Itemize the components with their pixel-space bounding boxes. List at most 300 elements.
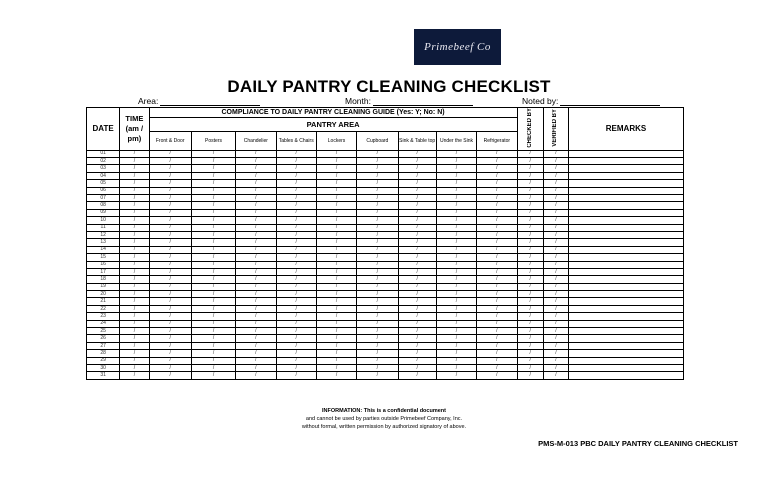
entry-cell[interactable]: / xyxy=(276,320,316,327)
entry-cell[interactable]: / xyxy=(276,268,316,275)
entry-cell[interactable]: / xyxy=(236,224,276,231)
entry-cell[interactable]: / xyxy=(316,268,356,275)
entry-cell[interactable]: / xyxy=(477,254,517,261)
entry-cell[interactable]: / xyxy=(276,365,316,372)
entry-cell[interactable]: / xyxy=(398,372,436,379)
entry-cell[interactable]: / xyxy=(357,291,398,298)
entry-cell[interactable]: / xyxy=(357,254,398,261)
date-cell[interactable]: 31 xyxy=(87,372,120,379)
entry-cell[interactable]: / xyxy=(276,224,316,231)
entry-cell[interactable]: / xyxy=(357,357,398,364)
entry-cell[interactable]: / xyxy=(149,254,191,261)
entry-cell[interactable]: / xyxy=(191,335,235,342)
entry-cell[interactable]: / xyxy=(236,172,276,179)
entry-cell[interactable]: / xyxy=(149,202,191,209)
entry-cell[interactable]: / xyxy=(357,165,398,172)
entry-cell[interactable]: / xyxy=(149,357,191,364)
entry-cell[interactable]: / xyxy=(517,283,543,290)
entry-cell[interactable]: / xyxy=(398,313,436,320)
entry-cell[interactable]: / xyxy=(316,291,356,298)
date-cell[interactable]: 15 xyxy=(87,254,120,261)
entry-cell[interactable]: / xyxy=(398,224,436,231)
entry-cell[interactable]: / xyxy=(236,217,276,224)
entry-cell[interactable]: / xyxy=(543,276,568,283)
entry-cell[interactable]: / xyxy=(316,239,356,246)
entry-cell[interactable]: / xyxy=(120,372,149,379)
entry-cell[interactable]: / xyxy=(477,342,517,349)
entry-cell[interactable]: / xyxy=(477,231,517,238)
entry-cell[interactable]: / xyxy=(276,195,316,202)
date-cell[interactable]: 14 xyxy=(87,246,120,253)
entry-cell[interactable]: / xyxy=(120,180,149,187)
entry-cell[interactable]: / xyxy=(236,298,276,305)
entry-cell[interactable]: / xyxy=(477,305,517,312)
entry-cell[interactable]: / xyxy=(477,239,517,246)
entry-cell[interactable]: / xyxy=(477,172,517,179)
entry-cell[interactable]: / xyxy=(357,372,398,379)
entry-cell[interactable]: / xyxy=(236,165,276,172)
entry-cell[interactable]: / xyxy=(517,276,543,283)
date-cell[interactable]: 16 xyxy=(87,261,120,268)
entry-cell[interactable]: / xyxy=(398,254,436,261)
entry-cell[interactable]: / xyxy=(517,165,543,172)
entry-cell[interactable]: / xyxy=(517,246,543,253)
entry-cell[interactable]: / xyxy=(436,268,476,275)
remarks-cell[interactable] xyxy=(569,209,684,216)
entry-cell[interactable]: / xyxy=(316,313,356,320)
entry-cell[interactable]: / xyxy=(517,150,543,157)
entry-cell[interactable]: / xyxy=(191,202,235,209)
entry-cell[interactable]: / xyxy=(543,291,568,298)
entry-cell[interactable]: / xyxy=(436,150,476,157)
entry-cell[interactable]: / xyxy=(191,187,235,194)
entry-cell[interactable]: / xyxy=(477,291,517,298)
entry-cell[interactable]: / xyxy=(276,305,316,312)
entry-cell[interactable]: / xyxy=(517,195,543,202)
entry-cell[interactable]: / xyxy=(477,158,517,165)
entry-cell[interactable]: / xyxy=(517,313,543,320)
remarks-cell[interactable] xyxy=(569,291,684,298)
entry-cell[interactable]: / xyxy=(477,298,517,305)
entry-cell[interactable]: / xyxy=(477,372,517,379)
entry-cell[interactable]: / xyxy=(236,261,276,268)
entry-cell[interactable]: / xyxy=(398,202,436,209)
entry-cell[interactable]: / xyxy=(120,283,149,290)
entry-cell[interactable]: / xyxy=(276,187,316,194)
entry-cell[interactable]: / xyxy=(316,187,356,194)
entry-cell[interactable]: / xyxy=(357,276,398,283)
remarks-cell[interactable] xyxy=(569,224,684,231)
remarks-cell[interactable] xyxy=(569,328,684,335)
entry-cell[interactable]: / xyxy=(543,150,568,157)
date-cell[interactable]: 07 xyxy=(87,195,120,202)
entry-cell[interactable]: / xyxy=(149,283,191,290)
entry-cell[interactable]: / xyxy=(120,195,149,202)
date-cell[interactable]: 19 xyxy=(87,283,120,290)
entry-cell[interactable]: / xyxy=(477,335,517,342)
entry-cell[interactable]: / xyxy=(276,342,316,349)
entry-cell[interactable]: / xyxy=(436,291,476,298)
entry-cell[interactable]: / xyxy=(357,342,398,349)
entry-cell[interactable]: / xyxy=(191,291,235,298)
entry-cell[interactable]: / xyxy=(149,298,191,305)
entry-cell[interactable]: / xyxy=(543,246,568,253)
entry-cell[interactable]: / xyxy=(316,335,356,342)
entry-cell[interactable]: / xyxy=(398,365,436,372)
entry-cell[interactable]: / xyxy=(517,291,543,298)
entry-cell[interactable]: / xyxy=(543,313,568,320)
entry-cell[interactable]: / xyxy=(398,187,436,194)
entry-cell[interactable]: / xyxy=(398,209,436,216)
entry-cell[interactable]: / xyxy=(543,350,568,357)
entry-cell[interactable]: / xyxy=(191,195,235,202)
entry-cell[interactable]: / xyxy=(477,350,517,357)
date-cell[interactable]: 10 xyxy=(87,217,120,224)
entry-cell[interactable]: / xyxy=(517,209,543,216)
entry-cell[interactable]: / xyxy=(191,305,235,312)
remarks-cell[interactable] xyxy=(569,313,684,320)
entry-cell[interactable]: / xyxy=(191,268,235,275)
entry-cell[interactable]: / xyxy=(276,231,316,238)
entry-cell[interactable]: / xyxy=(316,231,356,238)
remarks-cell[interactable] xyxy=(569,342,684,349)
date-cell[interactable]: 01 xyxy=(87,150,120,157)
entry-cell[interactable]: / xyxy=(543,209,568,216)
date-cell[interactable]: 06 xyxy=(87,187,120,194)
date-cell[interactable]: 25 xyxy=(87,328,120,335)
entry-cell[interactable]: / xyxy=(276,291,316,298)
entry-cell[interactable]: / xyxy=(517,261,543,268)
entry-cell[interactable]: / xyxy=(276,202,316,209)
entry-cell[interactable]: / xyxy=(436,195,476,202)
date-cell[interactable]: 27 xyxy=(87,342,120,349)
entry-cell[interactable]: / xyxy=(357,283,398,290)
entry-cell[interactable]: / xyxy=(236,202,276,209)
remarks-cell[interactable] xyxy=(569,350,684,357)
entry-cell[interactable]: / xyxy=(357,268,398,275)
entry-cell[interactable]: / xyxy=(120,202,149,209)
entry-cell[interactable]: / xyxy=(517,357,543,364)
date-cell[interactable]: 23 xyxy=(87,313,120,320)
entry-cell[interactable]: / xyxy=(120,320,149,327)
entry-cell[interactable]: / xyxy=(316,305,356,312)
remarks-cell[interactable] xyxy=(569,357,684,364)
remarks-cell[interactable] xyxy=(569,335,684,342)
entry-cell[interactable]: / xyxy=(436,365,476,372)
entry-cell[interactable]: / xyxy=(357,246,398,253)
entry-cell[interactable]: / xyxy=(316,158,356,165)
remarks-cell[interactable] xyxy=(569,246,684,253)
entry-cell[interactable]: / xyxy=(477,209,517,216)
entry-cell[interactable]: / xyxy=(543,239,568,246)
entry-cell[interactable]: / xyxy=(276,254,316,261)
entry-cell[interactable]: / xyxy=(436,209,476,216)
entry-cell[interactable]: / xyxy=(398,335,436,342)
entry-cell[interactable]: / xyxy=(477,365,517,372)
entry-cell[interactable]: / xyxy=(477,313,517,320)
entry-cell[interactable]: / xyxy=(517,342,543,349)
entry-cell[interactable]: / xyxy=(236,335,276,342)
entry-cell[interactable]: / xyxy=(398,195,436,202)
entry-cell[interactable]: / xyxy=(543,195,568,202)
entry-cell[interactable]: / xyxy=(191,320,235,327)
entry-cell[interactable]: / xyxy=(120,268,149,275)
entry-cell[interactable]: / xyxy=(191,172,235,179)
entry-cell[interactable]: / xyxy=(517,172,543,179)
entry-cell[interactable]: / xyxy=(398,276,436,283)
entry-cell[interactable]: / xyxy=(357,350,398,357)
entry-cell[interactable]: / xyxy=(316,298,356,305)
entry-cell[interactable]: / xyxy=(543,298,568,305)
entry-cell[interactable]: / xyxy=(276,180,316,187)
entry-cell[interactable]: / xyxy=(149,217,191,224)
entry-cell[interactable]: / xyxy=(543,305,568,312)
entry-cell[interactable]: / xyxy=(477,224,517,231)
entry-cell[interactable]: / xyxy=(149,239,191,246)
entry-cell[interactable]: / xyxy=(236,180,276,187)
entry-cell[interactable]: / xyxy=(436,357,476,364)
entry-cell[interactable]: / xyxy=(149,350,191,357)
remarks-cell[interactable] xyxy=(569,180,684,187)
entry-cell[interactable]: / xyxy=(543,217,568,224)
entry-cell[interactable]: / xyxy=(543,254,568,261)
entry-cell[interactable]: / xyxy=(436,239,476,246)
remarks-cell[interactable] xyxy=(569,276,684,283)
entry-cell[interactable]: / xyxy=(149,231,191,238)
entry-cell[interactable]: / xyxy=(149,224,191,231)
entry-cell[interactable]: / xyxy=(398,239,436,246)
entry-cell[interactable]: / xyxy=(236,320,276,327)
entry-cell[interactable]: / xyxy=(120,357,149,364)
entry-cell[interactable]: / xyxy=(120,172,149,179)
entry-cell[interactable]: / xyxy=(436,158,476,165)
entry-cell[interactable]: / xyxy=(149,195,191,202)
entry-cell[interactable]: / xyxy=(543,268,568,275)
entry-cell[interactable]: / xyxy=(398,328,436,335)
entry-cell[interactable]: / xyxy=(120,187,149,194)
entry-cell[interactable]: / xyxy=(236,283,276,290)
entry-cell[interactable]: / xyxy=(236,365,276,372)
entry-cell[interactable]: / xyxy=(316,172,356,179)
entry-cell[interactable]: / xyxy=(120,291,149,298)
entry-cell[interactable]: / xyxy=(276,372,316,379)
entry-cell[interactable]: / xyxy=(191,217,235,224)
entry-cell[interactable]: / xyxy=(316,150,356,157)
entry-cell[interactable]: / xyxy=(543,320,568,327)
entry-cell[interactable]: / xyxy=(276,298,316,305)
entry-cell[interactable]: / xyxy=(436,372,476,379)
date-cell[interactable]: 20 xyxy=(87,291,120,298)
entry-cell[interactable]: / xyxy=(436,276,476,283)
entry-cell[interactable]: / xyxy=(276,350,316,357)
entry-cell[interactable]: / xyxy=(191,246,235,253)
entry-cell[interactable]: / xyxy=(149,328,191,335)
date-cell[interactable]: 18 xyxy=(87,276,120,283)
entry-cell[interactable]: / xyxy=(149,342,191,349)
entry-cell[interactable]: / xyxy=(436,328,476,335)
remarks-cell[interactable] xyxy=(569,283,684,290)
entry-cell[interactable]: / xyxy=(517,158,543,165)
entry-cell[interactable]: / xyxy=(120,239,149,246)
remarks-cell[interactable] xyxy=(569,231,684,238)
entry-cell[interactable]: / xyxy=(436,172,476,179)
entry-cell[interactable]: / xyxy=(120,261,149,268)
entry-cell[interactable]: / xyxy=(517,298,543,305)
entry-cell[interactable]: / xyxy=(543,261,568,268)
entry-cell[interactable]: / xyxy=(398,180,436,187)
date-cell[interactable]: 03 xyxy=(87,165,120,172)
entry-cell[interactable]: / xyxy=(398,283,436,290)
entry-cell[interactable]: / xyxy=(316,372,356,379)
entry-cell[interactable]: / xyxy=(543,202,568,209)
entry-cell[interactable]: / xyxy=(357,150,398,157)
date-cell[interactable]: 13 xyxy=(87,239,120,246)
entry-cell[interactable]: / xyxy=(236,195,276,202)
entry-cell[interactable]: / xyxy=(517,372,543,379)
entry-cell[interactable]: / xyxy=(357,320,398,327)
entry-cell[interactable]: / xyxy=(543,172,568,179)
remarks-cell[interactable] xyxy=(569,202,684,209)
entry-cell[interactable]: / xyxy=(543,180,568,187)
remarks-cell[interactable] xyxy=(569,158,684,165)
entry-cell[interactable]: / xyxy=(149,158,191,165)
entry-cell[interactable]: / xyxy=(120,158,149,165)
entry-cell[interactable]: / xyxy=(436,165,476,172)
entry-cell[interactable]: / xyxy=(477,261,517,268)
entry-cell[interactable]: / xyxy=(398,165,436,172)
entry-cell[interactable]: / xyxy=(357,158,398,165)
entry-cell[interactable]: / xyxy=(149,365,191,372)
entry-cell[interactable]: / xyxy=(477,283,517,290)
entry-cell[interactable]: / xyxy=(149,268,191,275)
entry-cell[interactable]: / xyxy=(120,276,149,283)
entry-cell[interactable]: / xyxy=(120,350,149,357)
entry-cell[interactable]: / xyxy=(316,328,356,335)
date-cell[interactable]: 17 xyxy=(87,268,120,275)
entry-cell[interactable]: / xyxy=(120,217,149,224)
entry-cell[interactable]: / xyxy=(191,261,235,268)
entry-cell[interactable]: / xyxy=(149,187,191,194)
entry-cell[interactable]: / xyxy=(236,291,276,298)
entry-cell[interactable]: / xyxy=(236,372,276,379)
entry-cell[interactable]: / xyxy=(436,187,476,194)
entry-cell[interactable]: / xyxy=(236,328,276,335)
entry-cell[interactable]: / xyxy=(276,172,316,179)
entry-cell[interactable]: / xyxy=(120,365,149,372)
remarks-cell[interactable] xyxy=(569,365,684,372)
entry-cell[interactable]: / xyxy=(236,313,276,320)
entry-cell[interactable]: / xyxy=(236,187,276,194)
entry-cell[interactable]: / xyxy=(236,268,276,275)
entry-cell[interactable]: / xyxy=(357,172,398,179)
entry-cell[interactable]: / xyxy=(236,150,276,157)
entry-cell[interactable]: / xyxy=(517,254,543,261)
entry-cell[interactable]: / xyxy=(398,261,436,268)
entry-cell[interactable]: / xyxy=(276,165,316,172)
entry-cell[interactable]: / xyxy=(120,165,149,172)
entry-cell[interactable]: / xyxy=(120,313,149,320)
entry-cell[interactable]: / xyxy=(436,202,476,209)
date-cell[interactable]: 21 xyxy=(87,298,120,305)
remarks-cell[interactable] xyxy=(569,320,684,327)
entry-cell[interactable]: / xyxy=(149,209,191,216)
entry-cell[interactable]: / xyxy=(398,246,436,253)
entry-cell[interactable]: / xyxy=(191,150,235,157)
entry-cell[interactable]: / xyxy=(191,328,235,335)
entry-cell[interactable]: / xyxy=(517,335,543,342)
remarks-cell[interactable] xyxy=(569,172,684,179)
remarks-cell[interactable] xyxy=(569,217,684,224)
entry-cell[interactable]: / xyxy=(236,342,276,349)
entry-cell[interactable]: / xyxy=(357,180,398,187)
entry-cell[interactable]: / xyxy=(191,357,235,364)
entry-cell[interactable]: / xyxy=(276,276,316,283)
date-cell[interactable]: 05 xyxy=(87,180,120,187)
entry-cell[interactable]: / xyxy=(120,150,149,157)
entry-cell[interactable]: / xyxy=(316,254,356,261)
entry-cell[interactable]: / xyxy=(543,231,568,238)
entry-cell[interactable]: / xyxy=(357,195,398,202)
entry-cell[interactable]: / xyxy=(398,172,436,179)
remarks-cell[interactable] xyxy=(569,305,684,312)
date-cell[interactable]: 08 xyxy=(87,202,120,209)
entry-cell[interactable]: / xyxy=(316,365,356,372)
entry-cell[interactable]: / xyxy=(436,335,476,342)
entry-cell[interactable]: / xyxy=(436,231,476,238)
entry-cell[interactable]: / xyxy=(477,180,517,187)
entry-cell[interactable]: / xyxy=(398,320,436,327)
date-cell[interactable]: 24 xyxy=(87,320,120,327)
entry-cell[interactable]: / xyxy=(191,283,235,290)
entry-cell[interactable]: / xyxy=(357,187,398,194)
entry-cell[interactable]: / xyxy=(517,268,543,275)
entry-cell[interactable]: / xyxy=(398,150,436,157)
entry-cell[interactable]: / xyxy=(357,313,398,320)
entry-cell[interactable]: / xyxy=(316,224,356,231)
entry-cell[interactable]: / xyxy=(398,217,436,224)
remarks-cell[interactable] xyxy=(569,150,684,157)
entry-cell[interactable]: / xyxy=(517,305,543,312)
entry-cell[interactable]: / xyxy=(477,320,517,327)
entry-cell[interactable]: / xyxy=(436,298,476,305)
entry-cell[interactable]: / xyxy=(191,231,235,238)
entry-cell[interactable]: / xyxy=(517,202,543,209)
entry-cell[interactable]: / xyxy=(477,328,517,335)
entry-cell[interactable]: / xyxy=(316,217,356,224)
remarks-cell[interactable] xyxy=(569,261,684,268)
entry-cell[interactable]: / xyxy=(357,261,398,268)
entry-cell[interactable]: / xyxy=(357,365,398,372)
entry-cell[interactable]: / xyxy=(236,357,276,364)
entry-cell[interactable]: / xyxy=(517,350,543,357)
entry-cell[interactable]: / xyxy=(316,246,356,253)
entry-cell[interactable]: / xyxy=(436,217,476,224)
entry-cell[interactable]: / xyxy=(477,357,517,364)
entry-cell[interactable]: / xyxy=(316,261,356,268)
entry-cell[interactable]: / xyxy=(357,231,398,238)
entry-cell[interactable]: / xyxy=(276,217,316,224)
remarks-cell[interactable] xyxy=(569,298,684,305)
entry-cell[interactable]: / xyxy=(191,313,235,320)
entry-cell[interactable]: / xyxy=(477,150,517,157)
entry-cell[interactable]: / xyxy=(543,357,568,364)
remarks-cell[interactable] xyxy=(569,165,684,172)
entry-cell[interactable]: / xyxy=(357,239,398,246)
entry-cell[interactable]: / xyxy=(191,165,235,172)
entry-cell[interactable]: / xyxy=(120,298,149,305)
entry-cell[interactable]: / xyxy=(477,165,517,172)
entry-cell[interactable]: / xyxy=(236,254,276,261)
